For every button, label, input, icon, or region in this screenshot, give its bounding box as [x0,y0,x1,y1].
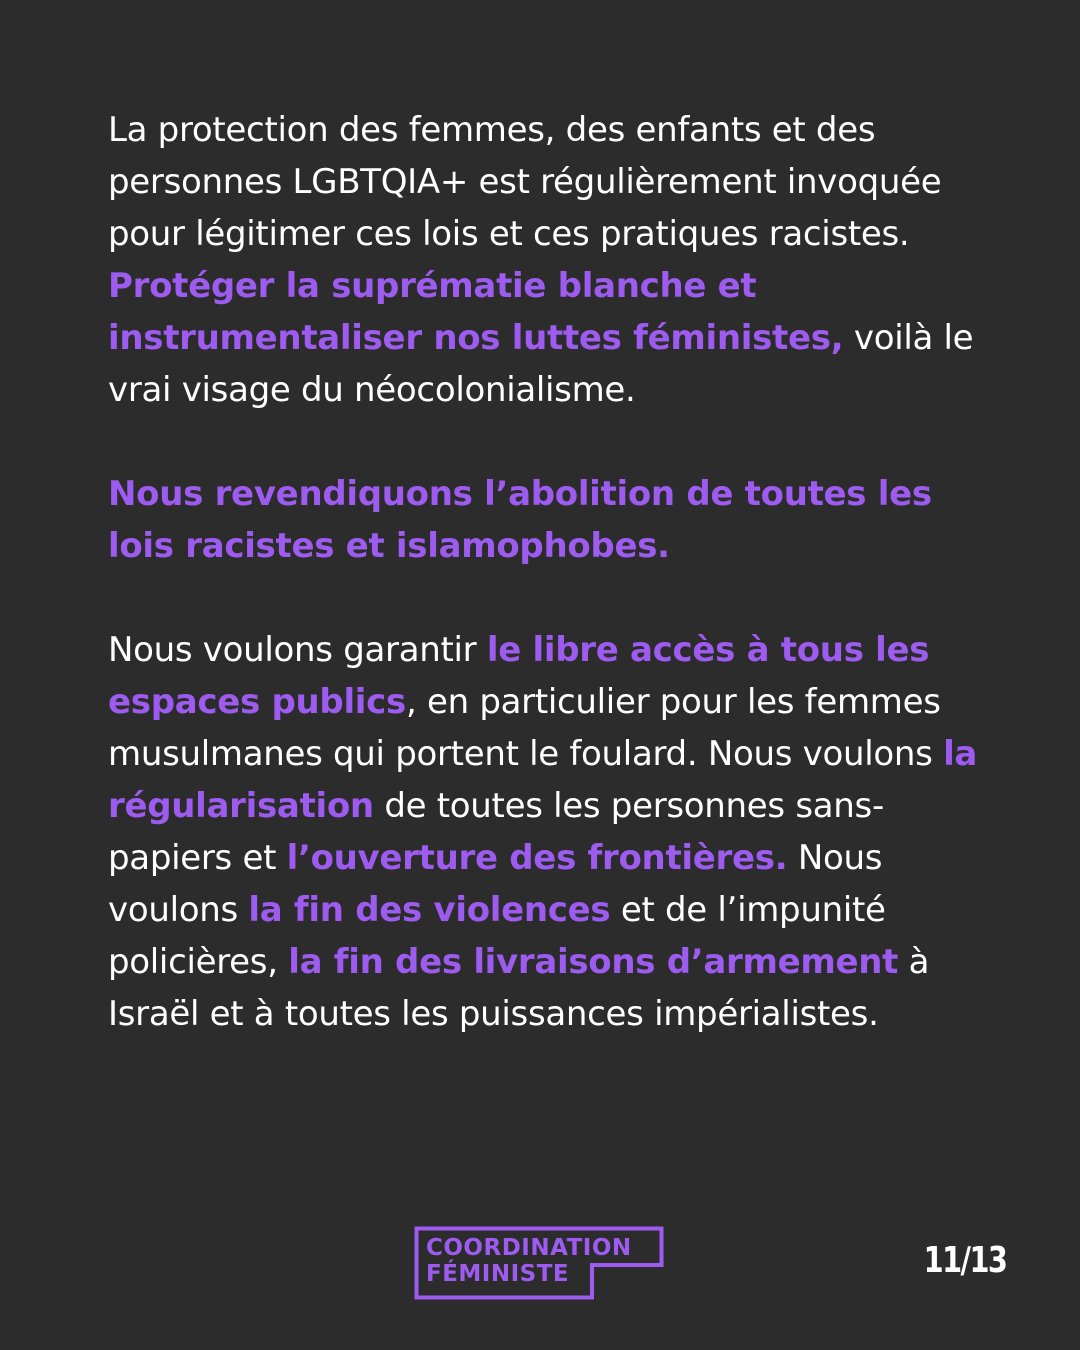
paragraph-demand [108,468,978,572]
logo-line-2: FÉMINISTE [426,1261,570,1287]
highlight-segment: le libre accès à tous les espaces publics [108,630,930,722]
highlight-segment: la régularisation [108,734,978,826]
logo-line-1: COORDINATION [426,1235,632,1261]
text-segment: de toutes les personnes sans-papiers et [108,786,884,878]
text-segment: La protection des femmes, des enfants et des personnes LGBTQIA+ est régulièrement invoquée pour légitimer ces lois et ces pratiques racistes. [108,110,942,254]
text-segment: et de l’impunité policières, [108,890,886,982]
text-segment: à Israël et à toutes les puissances impérialistes. [108,942,930,1034]
text-segment: Nous voulons garantir [108,630,487,670]
text-segment: , en particulier pour les femmes musulmanes qui portent le foulard. Nous voulons [108,682,944,774]
coordination-feministe-logo [414,1226,666,1300]
text-segment: voilà le vrai visage du néocolonialisme. [108,318,974,410]
body-text [108,104,978,1040]
text-segment: Nous voulons [108,838,883,930]
paragraph-wants [108,624,978,1040]
paragraph-intro [108,104,978,416]
highlight-segment: l’ouverture des frontières. [286,838,788,878]
highlight-segment: Protéger la suprématie blanche et instrumentaliser nos luttes féministes, [108,266,844,358]
highlight-segment: la fin des livraisons d’armement [288,942,899,982]
highlight-segment: Nous revendiquons l’abolition de toutes les lois racistes et islamophobes. [108,474,932,566]
highlight-segment: la fin des violences [248,890,611,930]
page-number: 11/13 [923,1240,1006,1281]
